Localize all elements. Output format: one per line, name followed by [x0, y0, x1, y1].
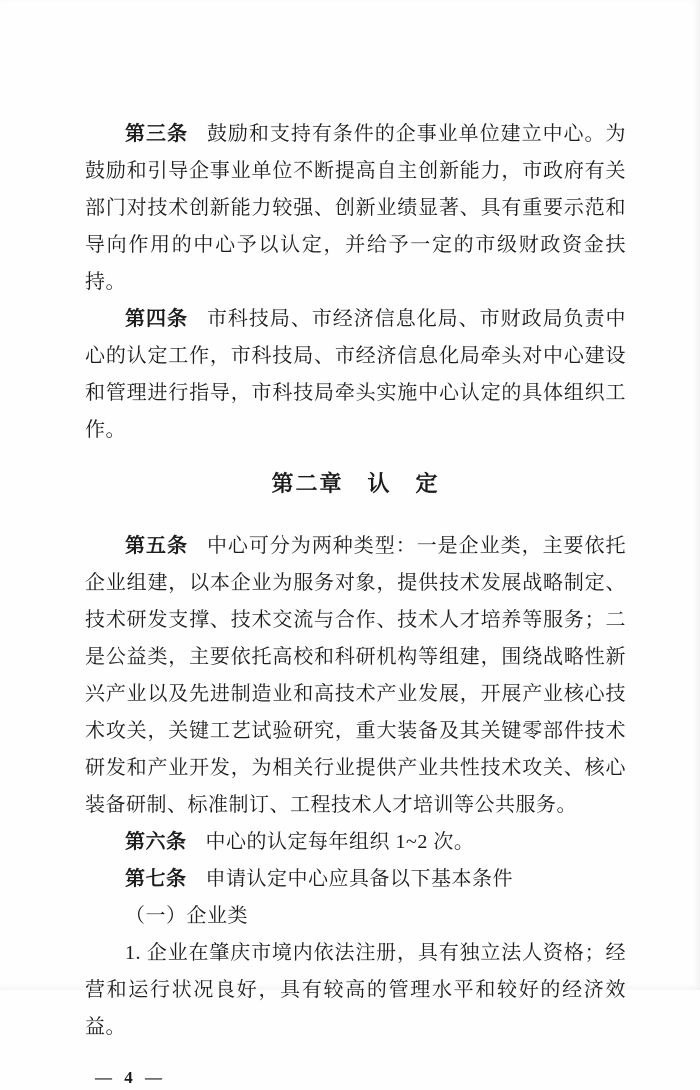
article-7-lead: 第七条 [125, 868, 187, 890]
article-6-text: 中心的认定每年组织 1~2 次。 [205, 831, 475, 853]
article-6-paragraph [85, 824, 626, 861]
article-7-text: 申请认定中心应具备以下基本条件 [205, 868, 513, 890]
page-number: — 4 — [95, 1068, 166, 1087]
article-4-text: 市科技局、市经济信息化局、市财政局负责中心的认定工作，市科技局、市经济信息化局牵头对中心建设和管理进行指导，市科技局牵头实施中心认定的具体组织工作。 [85, 308, 627, 441]
article-7-paragraph [85, 861, 626, 898]
article-5-paragraph [85, 528, 626, 824]
numbered-item-1: 1. 企业在肇庆市境内依法注册，具有独立法人资格；经营和运行状况良好，具有较高的管理水平和较好的经济效益。 [85, 942, 626, 1038]
article-5-lead: 第五条 [125, 535, 188, 557]
article-4-lead: 第四条 [125, 308, 188, 330]
article-6-lead: 第六条 [125, 831, 187, 853]
list-item-heading: （一）企业类 [125, 905, 248, 927]
article-4-paragraph [85, 301, 626, 449]
article-5-text: 中心可分为两种类型：一是企业类，主要依托企业组建，以本企业为服务对象，提供技术发展战略制定、技术研发支撑、技术交流与合作、技术人才培养等服务；二是公益类，主要依托高校和科研机构等组建，围绕战略性新兴产业以及先进制造业和高技术产业发展，开展产业核心技术攻关，关键工艺试验研究，重大装备及其关键零部件技术研发和产业开发，为相关行业提供产业共性技术攻关、核心装备研制、标准制订、工程技术人才培训等公共服务。 [85, 535, 627, 816]
article-3-lead: 第三条 [125, 123, 188, 145]
article-3-text: 鼓励和支持有条件的企事业单位建立中心。为鼓励和引导企事业单位不断提高自主创新能力，市政府有关部门对技术创新能力较强、创新业绩显著、具有重要示范和导向作用的中心予以认定，并给予一定的市级财政资金扶持。 [85, 123, 627, 293]
article-3-paragraph [85, 116, 626, 301]
chapter-heading: 第二章 认 定 [271, 471, 440, 496]
